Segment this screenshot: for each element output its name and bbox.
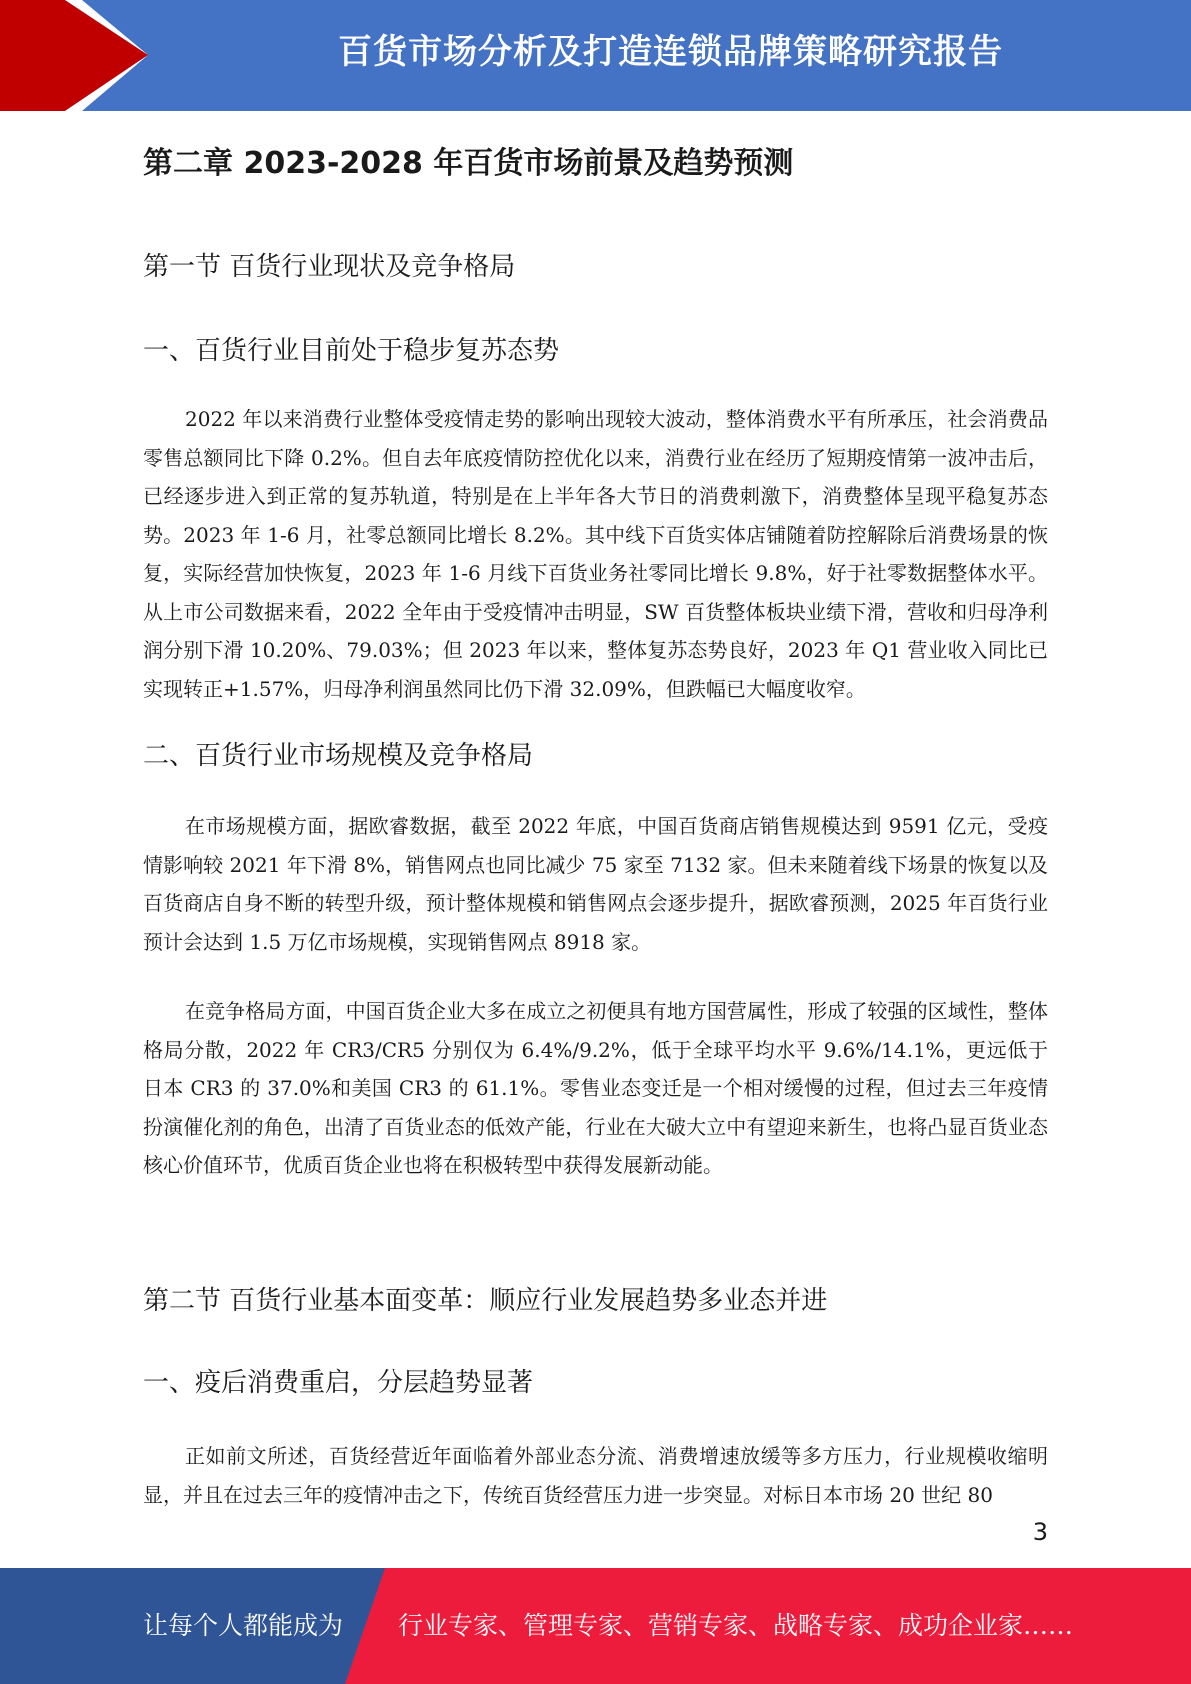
footer-slogan-right: 行业专家、管理专家、营销专家、战略专家、成功企业家…… — [398, 1611, 1074, 1640]
footer-slogan-left: 让每个人都能成为 — [143, 1611, 344, 1640]
section-heading-2: 第二节 百货行业基本面变革：顺应行业发展趋势多业态并进 — [143, 1286, 828, 1316]
header-banner — [0, 0, 1191, 111]
chapter-title: 第二章 2023-2028 年百货市场前景及趋势预测 — [143, 146, 794, 181]
page-number: 3 — [1032, 1518, 1048, 1546]
paragraph-recovery: 2022 年以来消费行业整体受疫情走势的影响出现较大波动，整体消费水平有所承压，社会消费品零售总额同比下降 0.2%。但自去年底疫情防控优化以来，消费行业在经历了短期疫情第一波冲击后，已经逐步进入到正常的复苏轨道，特别是在上半年各大节日的消费刺激下，消费整体呈现平稳复苏态势。2023 年 1-6 月，社零总额同比增长 8.2%。其中线下百货实体店铺随着防控解除后消费场景的恢复，实际经营加快恢复，2023 年 1-6 月线下百货业务社零同比增长 9.8%，好于社零数据整体水平。 从上市公司数据来看，2022 全年由于受疫情冲击明显，SW 百货整体板块业绩下滑，营收和归母净利润分别下滑 10.20%、79.03%；但 2023 年以来，整体复苏态势良好，2023 年 Q1 营业收入同比已实现转正+1.57%，归母净利润虽然同比仍下滑 32.09%，但跌幅已大幅度收窄。 — [143, 407, 1048, 701]
paragraph-consumption-restart: 正如前文所述，百货经营近年面临着外部业态分流、消费增速放缓等多方压力，行业规模收缩明显，并且在过去三年的疫情冲击之下，传统百货经营压力进一步突显。对标日本市场 20 世纪 80 — [143, 1444, 1048, 1507]
report-title: 百货市场分析及打造连锁品牌策略研究报告 — [338, 32, 1003, 72]
section-heading-1: 第一节 百货行业现状及竞争格局 — [143, 252, 516, 282]
paragraph-competition: 在竞争格局方面，中国百货企业大多在成立之初便具有地方国营属性，形成了较强的区域性，整体格局分散，2022 年 CR3/CR5 分别仅为 6.4%/9.2%，低于全球平均水平 9.6%/14.1%，更远低于日本 CR3 的 37.0%和美国 CR3 的 61.1%。零售业态变迁是一个相对缓慢的过程，但过去三年疫情扮演催化剂的角色，出清了百货业态的低效产能，行业在大破大立中有望迎来新生，也将凸显百货业态核心价值环节，优质百货企业也将在积极转型中获得发展新动能。 — [143, 999, 1048, 1177]
subsection-heading-2-1: 一、疫后消费重启，分层趋势显著 — [143, 1368, 534, 1398]
subsection-heading-1-1: 一、百货行业目前处于稳步复苏态势 — [143, 336, 560, 366]
paragraph-market-size: 在市场规模方面，据欧睿数据，截至 2022 年底，中国百货商店销售规模达到 9591 亿元，受疫情影响较 2021 年下滑 8%，销售网点也同比减少 75 家至 7132 家。但未来随着线下场景的恢复以及百货商店自身不断的转型升级，预计整体规模和销售网点会逐步提升，据欧睿预测，2025 年百货行业预计会达到 1.5 万亿市场规模，实现销售网点 8918 家。 — [143, 814, 1048, 954]
header-arrow-decoration — [0, 0, 150, 111]
subsection-heading-1-2: 二、百货行业市场规模及竞争格局 — [143, 741, 534, 771]
footer-banner — [0, 1568, 1191, 1684]
